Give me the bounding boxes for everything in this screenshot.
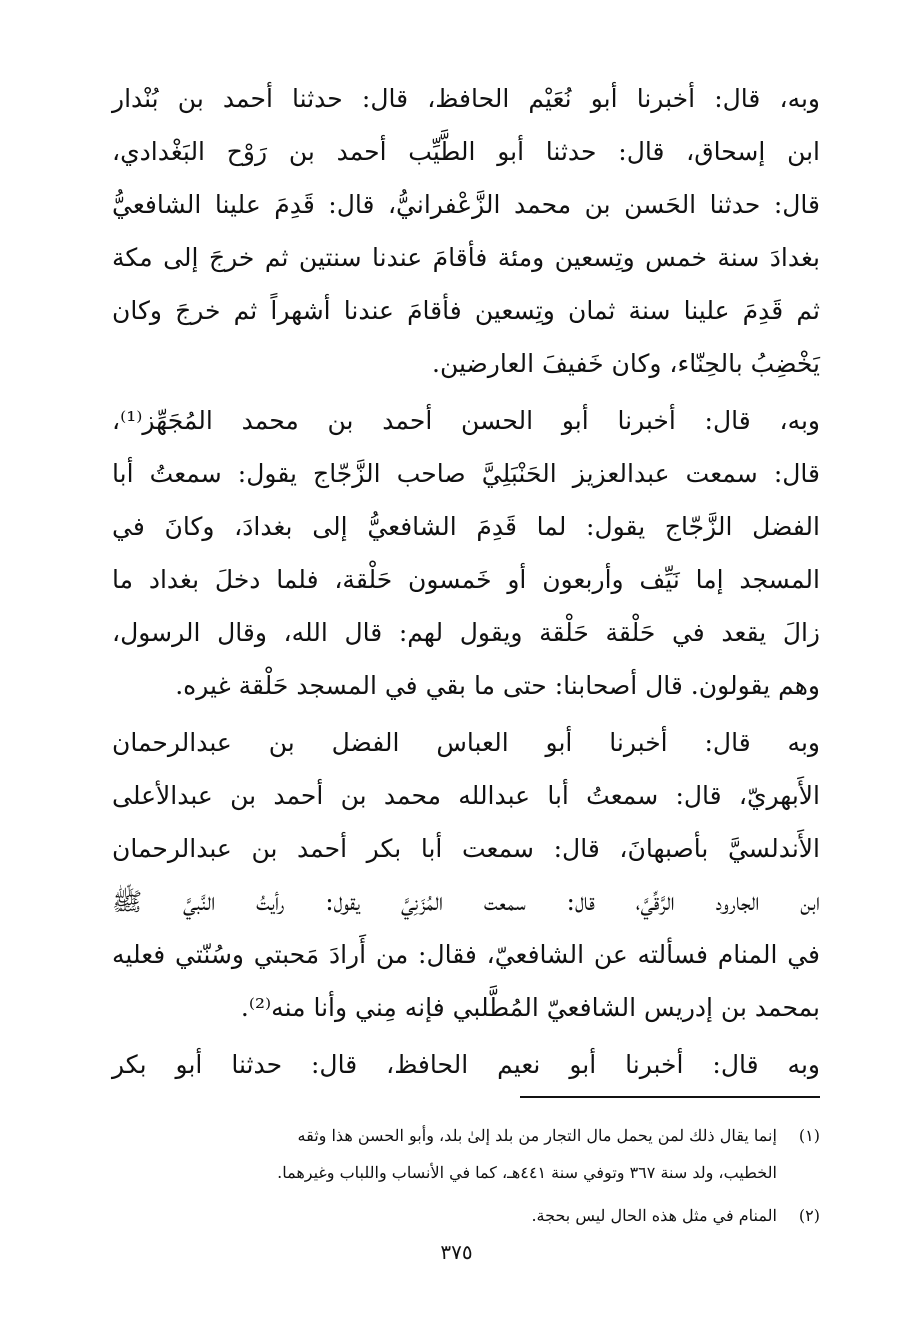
footnote-text: إنما يقال ذلك لمن يحمل مال التجار من بلد إلىٰ بلد، وأبو الحسن هذا وثقه: [297, 1126, 777, 1145]
text-line: قال: حدثنا الحَسن بن محمد الزَّعْفرانيُّ، قال: قَدِمَ علينا الشافعيُّ: [112, 190, 820, 219]
text-line: المسجد إما نَيِّف وأربعون أو خَمسون حَلْقة، فلما دخلَ بغداد ما: [112, 565, 820, 594]
text-line: وبه قال: أخبرنا أبو العباس الفضل بن عبدالرحمان: [112, 728, 820, 757]
paragraph-3: [112, 716, 820, 1034]
text-line: في المنام فسألته عن الشافعيّ، فقال: من أَرادَ مَحبتي وسُنّتي فعليه: [112, 940, 820, 969]
footnote-number: (١): [798, 1126, 820, 1145]
main-text: [112, 72, 820, 1095]
footnote-line: [112, 1117, 820, 1154]
footnotes: [112, 1117, 820, 1240]
footnote-line: [112, 1197, 820, 1234]
text-line: يَخْضِبُ بالحِنّاء، وكان خَفيفَ العارضين.: [432, 349, 820, 378]
text-line: قال: سمعت عبدالعزيز الحَنْبَلِيَّ صاحب الزَّجّاج يقول: سمعتُ أبا: [112, 459, 820, 488]
text-line: وبه، قال: أخبرنا أبو الحسن أحمد بن محمد المُجَهِّز⁽¹⁾،: [112, 406, 820, 435]
text-line: الأَبهريّ، قال: سمعتُ أبا عبدالله محمد بن أحمد بن عبدالأعلى: [112, 781, 820, 810]
footnote-line: [112, 1154, 820, 1191]
paragraph-2: [112, 394, 820, 712]
text-line: زالَ يقعد في حَلْقة حَلْقة ويقول لهم: قال الله، وقال الرسول،: [112, 618, 820, 647]
text-line: وهم يقولون. قال أصحابنا: حتى ما بقي في المسجد حَلْقة غيره.: [175, 671, 820, 700]
text-line: الأَندلسيَّ بأصبهانَ، قال: سمعت أبا بكر أحمد بن عبدالرحمان: [112, 834, 820, 863]
footnote-text: المنام في مثل هذه الحال ليس بحجة.: [531, 1206, 777, 1225]
footnote-1: [112, 1117, 820, 1191]
text-line: ابن الجارود الرَّقِّيَّ، قال: سمعت المُزَنِيَّ يقول: رأيتُ النَّبيَّ ﷺ: [112, 887, 820, 916]
text-line: بمحمد بن إدريس الشافعيّ المُطَّلبي فإنه مِني وأنا منه⁽²⁾.: [240, 993, 820, 1022]
text-line: ثم قَدِمَ علينا سنة ثمان وتِسعين فأقامَ عندنا أشهراً ثم خرجَ وكان: [112, 296, 820, 325]
footnote-2: [112, 1197, 820, 1234]
page-number: ٣٧٥: [440, 1240, 473, 1264]
paragraph-4: [112, 1038, 820, 1091]
paragraph-1: [112, 72, 820, 390]
text-line: وبه، قال: أخبرنا أبو نُعَيْم الحافظ، قال: حدثنا أحمد بن بُنْدار: [112, 84, 820, 113]
text-line: الفضل الزَّجّاج يقول: لما قَدِمَ الشافعيُّ إلى بغدادَ، وكانَ في: [112, 512, 820, 541]
text-line: ابن إسحاق، قال: حدثنا أبو الطَّيِّب أحمد بن رَوْح البَغْدادي،: [112, 137, 820, 166]
footnote-number: (٢): [798, 1206, 820, 1225]
text-line: وبه قال: أخبرنا أبو نعيم الحافظ، قال: حدثنا أبو بكر: [112, 1050, 820, 1079]
text-line: بغدادَ سنة خمس وتِسعين ومئة فأقامَ عندنا سنتين ثم خرجَ إلى مكة: [112, 243, 820, 272]
footnote-divider: [520, 1096, 820, 1098]
footnote-text: الخطيب، ولد سنة ٣٦٧ وتوفي سنة ٤٤١هـ، كما في الأنساب واللباب وغيرهما.: [277, 1163, 777, 1182]
